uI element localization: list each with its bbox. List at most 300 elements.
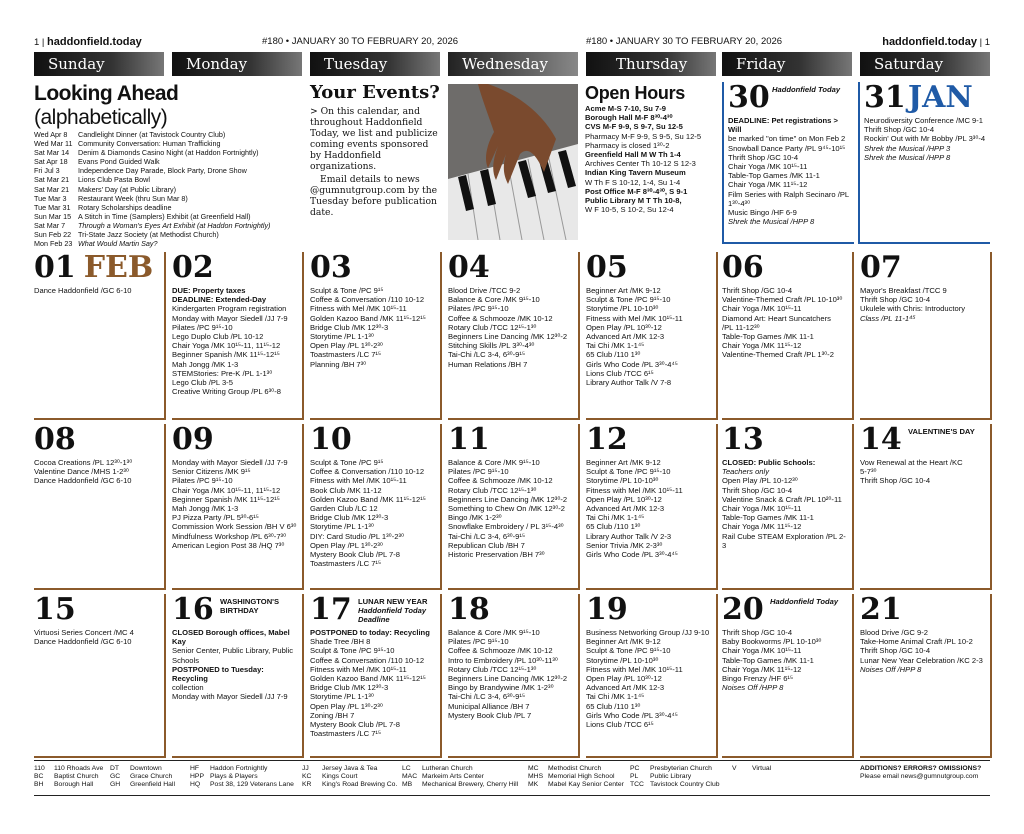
event-list [586,628,714,729]
event-line: Toastmasters /LC 7¹⁵ [310,729,382,739]
legend-abbrev: BH [34,781,44,788]
event-line: Valentine-Themed Craft /PL 1³⁰-2 [722,350,834,360]
looking-ahead-item [34,203,304,212]
event-line: Shrek the Musical /HPP 8 [864,152,951,162]
event-line: Rockin' Out with Mr Bobby /PL 3³⁰-4 [864,134,986,144]
day-number: 18 [448,592,490,627]
event-line: Coffee & Conversation /110 10-12 [310,655,425,665]
your-events-title: Your Events? [310,82,440,103]
event-line: Bridge Club /MK 12³⁰-3 [310,683,389,693]
divider-line [722,756,854,758]
legend-location: 110 Rhoads Ave [54,765,104,772]
legend-column [732,765,771,773]
event-line: 65 Club /110 1³⁰ [586,350,641,360]
divider-line [34,756,166,758]
legend-item [528,773,624,781]
looking-ahead-heading: Looking Ahead [34,82,179,105]
looking-ahead-item [34,194,304,203]
event-line: Fitness with Mel /MK 10¹⁵-11 [310,664,407,674]
legend-column [34,765,103,789]
legend-item [402,781,518,789]
event-title: Evans Pond Guided Walk [78,157,160,167]
hours-line: Pharmacy is closed 1³⁰-2 [585,140,670,150]
legend-item [630,765,720,773]
divider-line [448,756,580,758]
legend-abbrev: KR [302,781,312,788]
event-list [172,628,300,702]
event-line: Storytime /PL 10-10³⁰ [586,476,659,486]
day-number: 30 [728,80,770,115]
day-header-saturday: Saturday [860,52,990,76]
legend-column [402,765,518,789]
event-line: DUE: Property taxes [172,286,246,295]
day-cell [172,252,300,396]
hours-line: Acme M-S 7-10, Su 7-9 [585,104,667,113]
divider-line [860,588,992,590]
event-line: Mystery Book Club /PL 7 [448,710,532,720]
legend-abbrev: BC [34,773,44,780]
event-line: Beginner Art /MK 9-12 [586,458,661,467]
event-line: Open Play /PL 10³⁰-12 [586,494,662,504]
legend-location: Post 38, 129 Veterans Lane [210,781,294,788]
divider-line [440,424,442,590]
divider-line [858,82,860,244]
day-cell [722,424,850,550]
event-date: Sat Apr 18 [34,157,68,167]
event-line: Thrift Shop /GC 10-4 [860,295,931,305]
looking-ahead-item [34,185,304,194]
hours-line: Archives Center Th 10-12 S 12-3 [585,159,696,169]
event-line: Table-Top Games /MK 11-1 [722,332,814,342]
legend-column [302,765,397,789]
event-line: Teachers only [722,467,769,477]
day-number: 06 [722,250,764,285]
divider-line [440,594,442,758]
month-label: FEB [83,250,154,285]
event-line: Thrift Shop /GC 10-4 [722,628,793,637]
event-line: Lions Club /TCC 6¹⁵ [586,368,654,378]
legend-abbrev: KC [302,773,312,780]
divider-line [302,252,304,420]
hours-line: Post Office M-F 8³⁰-4³⁰, S 9-1 [585,186,688,196]
event-line: Dance Haddonfield /GC 6-10 [34,286,132,295]
divider-line [578,594,580,758]
looking-ahead-item [34,157,304,166]
event-line: Open Play /PL 10³⁰-12 [586,322,662,332]
event-line: Coffee & Schmooze /MK 10-12 [448,646,553,656]
day-number: 19 [586,592,628,627]
event-line: Bridge Club /MK 12³⁰-3 [310,322,389,332]
legend-item [402,773,518,781]
event-title: Tri-State Jazz Society (at Methodist Church) [78,230,219,240]
event-line: Pilates /PC 9¹⁵-10 [448,467,509,477]
day-heading [722,252,850,284]
event-line: Thrift Shop /GC 10-4 [860,646,931,656]
looking-ahead-title [34,82,304,130]
event-line: Coffee & Conversation /110 10-12 [310,467,425,477]
divider-line [722,242,854,244]
event-line: Blood Drive /GC 9-2 [860,628,928,637]
day-heading [586,424,714,456]
legend-column [528,765,624,789]
event-line: Thrift Shop /GC 10-4 [860,476,931,486]
event-line: Beginners Line Dancing /MK 12³⁰-2 [448,332,568,342]
event-line: Lions Club /TCC 6¹⁵ [586,720,654,730]
event-list [34,628,162,646]
legend-location: Virtual [752,765,772,772]
legend-location: Memorial High School [548,773,615,780]
event-line: Rotary Club /TCC 12¹⁵-1³⁰ [448,664,537,674]
event-line: Pilates /PC 9¹⁵-10 [172,476,233,486]
event-line: Shrek the Musical /HPP 8 [728,217,815,227]
legend-item [302,765,397,773]
event-line: CLOSED: Public Schools: [722,458,816,467]
header-right: haddonfield.today | 1 [882,36,990,48]
event-list [860,458,988,486]
divider-line [722,82,724,244]
event-line: Film Series with Ralph Secinaro /PL [728,189,850,199]
event-line: Bingo by Brandywine /MK 1-2³⁰ [448,683,554,693]
legend-abbrev: TCC [630,781,644,788]
event-title: Makers' Day (at Public Library) [78,184,177,194]
event-line: DEADLINE: Pet registrations > Will [728,116,838,135]
event-line: Beginners Line Dancing /MK 12³⁰-2 [448,674,568,684]
event-date: Tue Mar 3 [34,193,67,203]
event-line: Valentine Snack & Craft /PL 10²⁰-11 [722,494,842,504]
legend-abbrev: PL [630,773,639,780]
event-list [864,116,988,162]
event-line: POSTPONED to Tuesday: Recycling [172,664,264,684]
event-line: Golden Kazoo Band /MK 11¹⁵-12¹⁵ [310,313,426,323]
divider-line [990,594,992,758]
event-line: Fitness with Mel /MK 10¹⁵-11 [310,304,407,314]
event-list [172,458,300,550]
event-list [34,286,162,295]
event-title: A Stitch in Time (Samplers) Exhibit (at Greenfield Hall) [78,211,251,221]
event-list [722,286,850,360]
day-number: 04 [448,250,490,285]
event-line: Open Play /PL 1³⁰-2³⁰ [310,701,383,711]
header-left: 1 | haddonfield.today [34,36,142,48]
event-line: Storytime /PL 1-1³⁰ [310,522,374,532]
event-line: Cocoa Creations /PL 12³⁰-1³⁰ [34,458,133,467]
event-line: Ukulele with Chris: Introductory [860,304,966,314]
divider-line [852,252,854,420]
event-line: DEADLINE: Extended-Day [172,295,267,305]
event-list [310,628,438,738]
divider-line [722,588,854,590]
legend-column [630,765,720,789]
event-line: Bridge Club /MK 12³⁰-3 [310,513,389,523]
looking-ahead-item [34,166,304,175]
day-number: 16 [172,592,214,627]
event-line: Coffee & Schmooze /MK 10-12 [448,476,553,486]
event-line: Virtuosi Series Concert /MC 4 [34,628,134,637]
event-line: 65 Club /110 1³⁰ [586,701,641,711]
legend-abbrev: MB [402,781,413,788]
event-line: Monday with Mayor Siedell /JJ 7-9 [172,692,288,702]
day-tag: Haddonfield Today [770,597,839,606]
event-line: Coffee & Schmooze /MK 10-12 [448,313,553,323]
divider-line [852,424,854,590]
event-line: POSTPONED to today: Recycling [310,628,430,637]
event-line: Intro to Embroidery /PL 10³⁰-11³⁰ [448,655,558,665]
divider-line [34,588,166,590]
event-line: 5-7³⁰ [860,467,877,477]
event-line: 1³⁰-4³⁰ [728,198,751,208]
event-line: Beginner Spanish /MK 11¹⁵-12¹⁵ [172,350,280,360]
legend-abbrev: MHS [528,773,544,780]
event-line: Business Networking Group /JJ 9-10 [586,628,710,637]
event-line: Sculpt & Tone /PC 9¹⁵-10 [586,295,671,305]
legend-location: Markeim Arts Center [422,773,484,780]
divider-line [34,418,166,420]
event-line: Pilates /PC 9¹⁵-10 [448,304,509,314]
event-date: Sun Feb 22 [34,230,72,240]
event-line: Library Author Talk /V 7-8 [586,378,672,388]
event-line: Historic Preservation /BH 7³⁰ [448,550,545,560]
divider-line [164,252,166,420]
day-heading [448,594,576,626]
event-line: Sculpt & Tone /PC 9¹⁵-10 [310,646,395,656]
legend-rule [34,760,990,761]
day-cell-jan-31 [864,82,988,162]
event-line: Municipal Alliance /BH 7 [448,701,530,711]
looking-ahead-list [34,130,304,248]
page-number: 1 [984,37,990,48]
event-date: Sat Mar 7 [34,220,66,230]
divider-line [448,588,580,590]
event-line: Thrift Shop /GC 10-4 [728,152,799,162]
event-line: Take-Home Animal Craft /PL 10-2 [860,637,973,647]
legend-item [34,765,103,773]
legend-location: Tavistock Country Club [650,781,720,788]
legend-location: Plays & Players [210,773,258,780]
event-date: Sun Mar 15 [34,211,72,221]
event-line: Golden Kazoo Band /MK 11¹⁵-12¹⁵ [310,494,426,504]
event-line: Garden Club /LC 12 [310,504,378,514]
legend-location: King's Road Brewing Co. [322,781,398,788]
legend-abbrev: V [732,765,737,772]
event-line: Class /PL 11-1⁴⁵ [860,313,916,323]
corrections-box [860,765,1000,781]
divider-line [578,252,580,420]
event-line: Monday with Mayor Siedell /JJ 7-9 [172,313,288,323]
event-date: Wed Apr 8 [34,130,68,139]
day-tag: VALENTINE'S DAY [908,427,975,436]
day-cell [586,594,714,729]
looking-ahead-item [34,239,304,248]
event-line: Dance Haddonfield /GC 6-10 [34,476,132,486]
looking-ahead-item [34,221,304,230]
day-number: 17 [310,592,352,627]
event-line: Something to Chew On /MK 12³⁰-2 [448,504,566,514]
legend-item [110,765,175,773]
legend-location: Presbyterian Church [650,765,712,772]
day-cell [586,252,714,387]
hours-line: Borough Hall M-F 8³⁰-4³⁰ [585,113,673,123]
event-date: Wed Mar 11 [34,139,73,149]
event-line: Sculpt & Tone /PC 9¹⁵-10 [586,467,671,477]
event-title: Restaurant Week (thru Sun Mar 8) [78,193,188,203]
event-list [310,458,438,568]
divider-line [172,418,304,420]
event-line: Kindergarten Program registration [172,304,287,314]
event-line: Mindfulness Workshop /PL 6³⁰-7³⁰ [172,531,287,541]
event-line: Bingo Frenzy /HF 6¹⁵ [722,674,794,684]
event-line: Beginner Art /MK 9-12 [586,286,661,295]
open-hours-title: Open Hours [585,83,686,103]
legend-abbrev: LC [402,765,411,772]
event-line: Chair Yoga /MK 11¹⁵-12 [722,664,802,674]
event-line: Snowflake Embroidery / PL 3¹⁵-4³⁰ [448,522,564,532]
event-list [448,286,576,369]
hours-line: Public Library M T Th 10-8, [585,196,682,206]
legend-abbrev: HPP [190,773,204,780]
event-line: Fitness with Mel /MK 10¹⁵-11 [586,664,683,674]
event-line: Storytime /PL 10-10³⁰ [586,655,659,665]
event-line: Toastmasters /LC 7¹⁵ [310,350,382,360]
day-heading [586,594,714,626]
day-number: 31 [864,80,906,115]
day-heading [172,424,300,456]
legend-location: Mechanical Brewery, Cherry Hill [422,781,519,788]
event-list [34,458,162,486]
divider-line [440,252,442,420]
legend-item [34,773,103,781]
event-line: Planning /BH 7³⁰ [310,359,367,369]
event-list [448,458,576,559]
legend-location: Downtown [130,765,162,772]
looking-ahead-item [34,212,304,221]
day-heading [860,594,988,626]
day-heading [172,252,300,284]
day-heading [34,424,162,456]
day-cell [310,594,438,738]
event-list [448,628,576,720]
day-cell [310,252,438,369]
day-cell [172,424,300,550]
day-heading [448,252,576,284]
event-list [586,286,714,387]
day-cell [34,252,162,295]
event-line: Blood Drive /TCC 9-2 [448,286,521,295]
event-line: Chair Yoga /MK 11¹⁵-12 [722,341,802,351]
divider-line [310,756,442,758]
day-cell [586,424,714,559]
event-line: Tai Chi /MK 1-1⁴⁵ [586,513,645,523]
event-line: Tai-Chi /LC 3-4, 6³⁰-9¹⁵ [448,692,526,702]
event-line: Golden Kazoo Band /MK 11¹⁵-12¹⁵ [310,674,426,684]
event-list [728,116,852,226]
divider-line [164,424,166,590]
looking-ahead-item [34,139,304,148]
day-cell [722,252,850,360]
event-date: Fri Jul 3 [34,166,60,176]
event-line: Tai Chi /MK 1-1⁴⁵ [586,692,645,702]
event-date: Sat Mar 14 [34,148,70,158]
legend-abbrev: JJ [302,765,309,772]
event-line: Monday with Mayor Siedell /JJ 7-9 [172,458,288,467]
day-number: 07 [860,250,902,285]
event-line: Coffee & Conversation /110 10-12 [310,295,425,305]
event-line: Mystery Book Club /PL 7-8 [310,550,401,560]
day-tag: Haddonfield Today [772,85,841,94]
event-line: Storytime /PL 1-1³⁰ [310,692,374,702]
piano-hand-image [448,84,578,240]
divider-line [858,242,990,244]
looking-ahead-item [34,130,304,139]
event-line: Advanced Art /MK 12-3 [586,504,665,514]
event-line: /PL 11-12³⁰ [722,322,760,332]
day-number: 12 [586,422,628,457]
divider-line [310,588,442,590]
event-line: Noises Off /HPP 8 [722,683,784,693]
day-number: 09 [172,422,214,457]
event-line: Chair Yoga /MK 10¹⁵-11 [722,646,802,656]
day-cell [860,594,988,674]
issue-info-left: #180 • JANUARY 30 TO FEBRUARY 20, 2026 [262,36,459,47]
day-header-tuesday: Tuesday [310,52,440,76]
day-number: 10 [310,422,352,457]
event-line: Baby Bookworms /PL 10-10³⁰ [722,637,822,647]
your-events-text: On this calendar, and throughout Haddonfield Today, we list and publicize coming events sponsored by Haddonfield organizations. [310,106,438,172]
event-line: Chair Yoga /MK 10¹⁵-11, 11¹⁵-12 [172,341,281,351]
day-heading [310,424,438,456]
legend-item [630,773,720,781]
event-line: Sculpt & Tone /PC 9¹⁵ [310,286,384,295]
event-line: Girls Who Code /PL 3³⁰-4⁴⁵ [586,710,678,720]
divider-line [302,594,304,758]
divider-line [302,424,304,590]
legend-location: Lutheran Church [422,765,473,772]
event-list [860,286,988,323]
hours-line: Greenfield Hall M W Th 1-4 [585,150,681,160]
event-line: Vow Renewal at the Heart /KC [860,458,963,467]
event-line: Tai-Chi /LC 3-4, 6³⁰-9¹⁵ [448,531,526,541]
day-number: 08 [34,422,76,457]
piano-photo [448,84,578,240]
event-line: Commission Work Session /BH V 6³⁰ [172,522,297,532]
event-date: Sat Mar 21 [34,184,70,194]
legend-item [302,781,397,789]
event-line: Snowball Dance Party /PL 9⁴⁵-10¹⁵ [728,143,846,153]
day-number: 11 [448,422,490,457]
legend-item [302,773,397,781]
legend-column [110,765,175,789]
legend-item [630,781,720,789]
day-cell [310,424,438,568]
divider-line [722,418,854,420]
day-cell [172,594,300,702]
looking-ahead-item [34,175,304,184]
day-cell [448,594,576,720]
event-line: Rail Cube STEAM Exploration /PL 2-3 [722,531,846,550]
day-tag: WASHINGTON'S BIRTHDAY [220,597,280,615]
legend-item [110,781,175,789]
event-line: Noises Off /HPP 8 [860,664,922,674]
day-cell [860,424,988,486]
legend-abbrev: GH [110,781,121,788]
event-line: Music Bingo /HF 6-9 [728,208,797,218]
event-line: Mah Jongg /MK 1-3 [172,359,239,369]
legend-abbrev: MK [528,781,539,788]
hours-line: CVS M-F 9-9, S 9-7, Su 12-5 [585,122,683,132]
event-line: Girls Who Code /PL 3³⁰-4⁴⁵ [586,550,678,560]
legend-abbrev: PC [630,765,640,772]
legend-abbrev: MC [528,765,539,772]
event-line: Open Play /PL 10-12³⁰ [722,476,798,486]
